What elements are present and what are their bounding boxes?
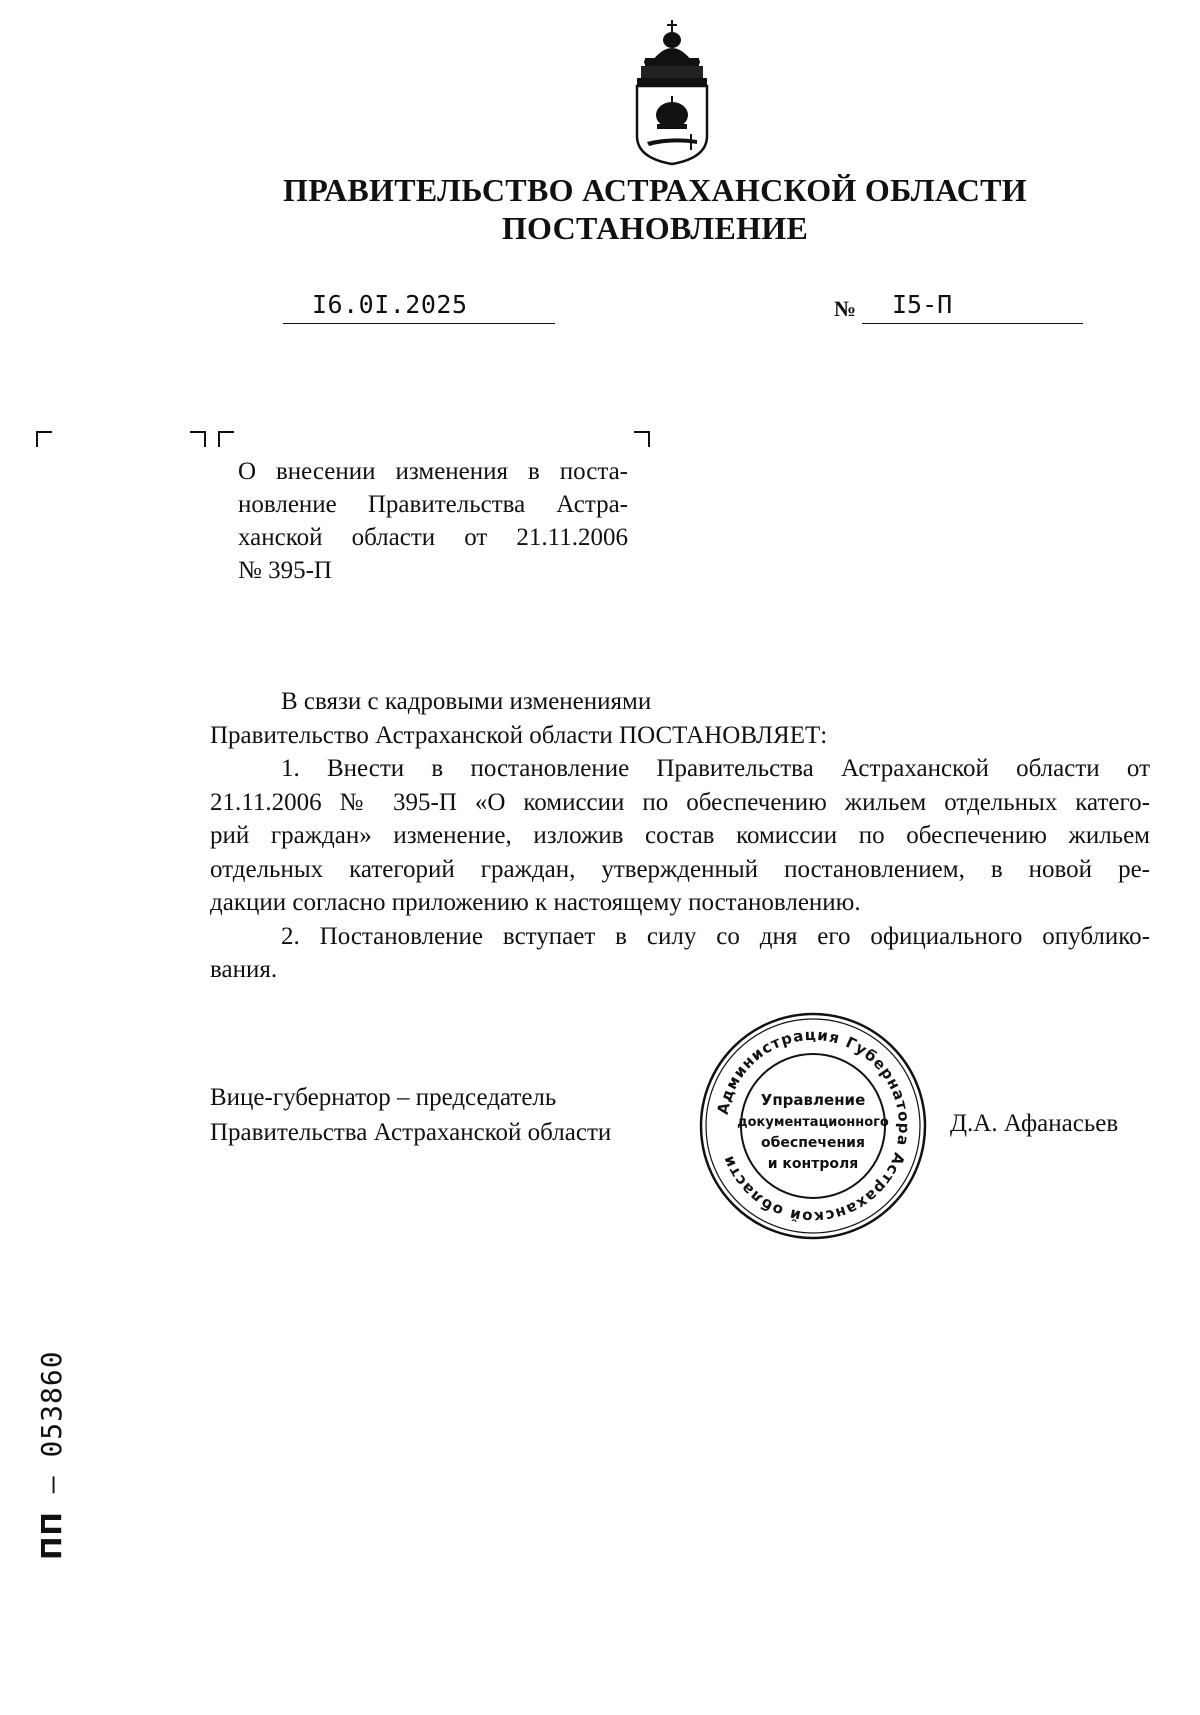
subject-line: ханской области от 21.11.2006 [238, 524, 628, 551]
document-date: I6.0I.2025 [312, 290, 468, 319]
document-number: I5-П [892, 290, 953, 319]
subject-line: новление Правительства Астра- [238, 491, 628, 518]
document-body [210, 685, 1150, 987]
subject-line: № 395-П [238, 557, 332, 584]
body-line: дакции согласно приложению к настоящему постановлению. [210, 889, 861, 916]
corner-mark [36, 431, 52, 447]
body-line: 21.11.2006 № 395-П «О комиссии по обеспечению жильем отдельных катего- [210, 788, 1150, 816]
body-line: 1. Внести в постановление Правительства Астраханской области от [281, 755, 1150, 782]
stamp-center-line: обеспечения [761, 1135, 865, 1151]
body-line: Правительство Астраханской области ПОСТАНОВЛЯЕТ: [210, 721, 828, 749]
position-line: Вице-губернатор – председатель [210, 1084, 557, 1111]
stamp-center-line: документационного [737, 1115, 889, 1130]
corner-mark [634, 431, 650, 447]
signatory-name: Д.А. Афанасьев [950, 1110, 1119, 1137]
form-dash: – [35, 1475, 68, 1494]
coat-of-arms-icon [631, 18, 713, 166]
document-type-title: ПОСТАНОВЛЕНИЕ [501, 210, 809, 246]
form-series: ПП [35, 1511, 68, 1560]
position-line: Правительства Астраханской области [210, 1119, 612, 1146]
corner-mark [190, 431, 206, 447]
body-line: В связи с кадровыми изменениями [281, 688, 652, 715]
form-registration-number [35, 1350, 68, 1560]
form-number: 053860 [35, 1350, 68, 1458]
corner-mark [218, 431, 234, 447]
stamp-ring-text: Администрация Губернатора Астраханской области [713, 1025, 914, 1227]
official-stamp [697, 1010, 929, 1242]
document-subject [238, 455, 628, 587]
issuer-title: ПРАВИТЕЛЬСТВО АСТРАХАНСКОЙ ОБЛАСТИ [283, 172, 1027, 208]
body-line: рий граждан» изменение, изложив состав комиссии по обеспечению жильем [210, 822, 1150, 849]
number-sign: № [834, 296, 857, 321]
body-line: вания. [210, 956, 278, 983]
stamp-center-line: и контроля [767, 1156, 859, 1172]
body-line: 2. Постановление вступает в силу со дня его официального опублико- [281, 922, 1150, 950]
subject-line: О внесении изменения в поста- [238, 458, 628, 485]
signatory-position [210, 1080, 611, 1150]
body-line: отдельных категорий граждан, утвержденный постановлением, в новой ре- [210, 855, 1150, 883]
stamp-center-line: Управление [760, 1091, 866, 1109]
